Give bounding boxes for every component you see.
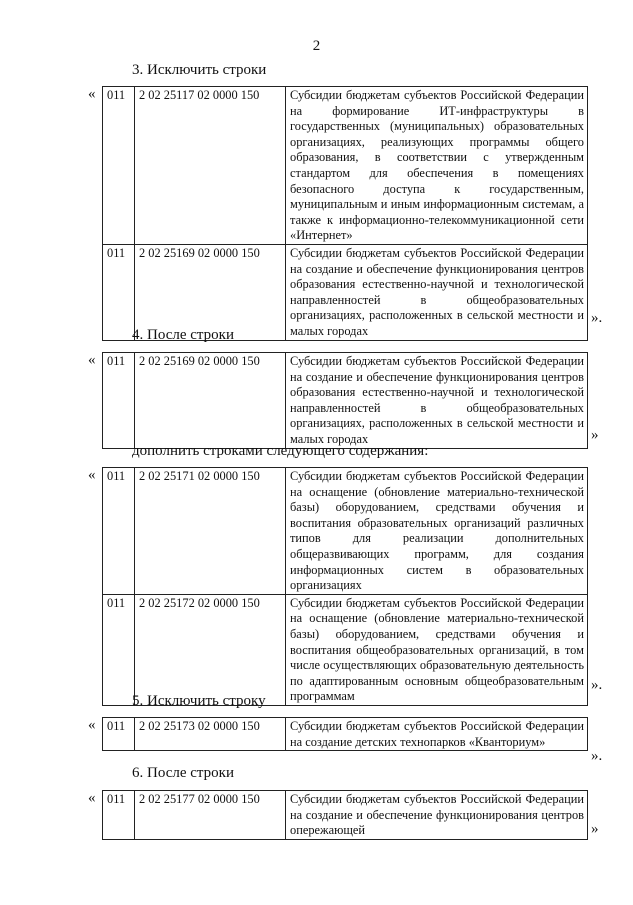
- kbk-code-cell: 2 02 25169 02 0000 150: [135, 353, 286, 449]
- page-number: 2: [312, 38, 321, 54]
- close-quote: »: [591, 821, 599, 837]
- followup-text: дополнить строками следующего содержания:: [132, 443, 429, 459]
- open-quote: «: [88, 467, 96, 483]
- code-cell: 011: [103, 244, 135, 340]
- code-cell: 011: [103, 87, 135, 245]
- description-cell: Субсидии бюджетам субъектов Российской Федерации на оснащение (обновление материально-технической базы) оборудованием, средствами обучения и воспитания общеобразовательных организаций, в том числе осуществляющих образовательную деятельность по адаптированным основным общеобразовательным программам: [286, 594, 588, 705]
- description-cell: Субсидии бюджетам субъектов Российской Федерации на оснащение (обновление материально-технической базы) оборудованием, средствами обучения и воспитания образовательных организаций различных типов для реализации дополнительных общеразвивающих программ, для создания информационных систем в образовательных организациях: [286, 468, 588, 595]
- description-cell: Субсидии бюджетам субъектов Российской Федерации на создание и обеспечение функционирования центров опережающей: [286, 791, 588, 840]
- section-3-table: [102, 86, 588, 341]
- kbk-code-cell: 2 02 25177 02 0000 150: [135, 791, 286, 840]
- section-6-heading: 6. После строки: [132, 765, 234, 781]
- close-quote: ».: [591, 748, 603, 764]
- section-4-table: [102, 352, 588, 449]
- section-3-heading: 3. Исключить строки: [132, 62, 267, 78]
- description-cell: Субсидии бюджетам субъектов Российской Федерации на формирование ИТ-инфраструктуры в государственных (муниципальных) образовательных организациях, реализующих программы общего образования, в соответствии с утвержденным стандартом для обеспечения в помещениях безопасного доступа к государственным, муниципальным и иным информационным системам, а также к информационно-телекоммуникационной сети «Интернет»: [286, 87, 588, 245]
- description-cell: Субсидии бюджетам субъектов Российской Федерации на создание и обеспечение функционирования центров образования естественно-научной и технологической направленностей в общеобразовательных организациях, расположенных в сельской местности и малых городах: [286, 244, 588, 340]
- new-rows-table: [102, 467, 588, 706]
- table-row: [103, 353, 588, 449]
- table-row: [103, 791, 588, 840]
- table-row: [103, 594, 588, 705]
- section-5-heading: 5. Исключить строку: [132, 693, 266, 709]
- close-quote: ».: [591, 677, 603, 693]
- open-quote: «: [88, 86, 96, 102]
- description-cell: Субсидии бюджетам субъектов Российской Федерации на создание детских технопарков «Кванториум»: [286, 718, 588, 751]
- kbk-code-cell: 2 02 25117 02 0000 150: [135, 87, 286, 245]
- code-cell: 011: [103, 594, 135, 705]
- open-quote: «: [88, 352, 96, 368]
- code-cell: 011: [103, 353, 135, 449]
- table-row: [103, 718, 588, 751]
- close-quote: »: [591, 427, 599, 443]
- code-cell: 011: [103, 791, 135, 840]
- open-quote: «: [88, 790, 96, 806]
- kbk-code-cell: 2 02 25169 02 0000 150: [135, 244, 286, 340]
- section-4-heading: 4. После строки: [132, 327, 234, 343]
- table-row: [103, 87, 588, 245]
- close-quote: ».: [591, 310, 603, 326]
- section-5-table: [102, 717, 588, 751]
- kbk-code-cell: 2 02 25172 02 0000 150: [135, 594, 286, 705]
- table-row: [103, 244, 588, 340]
- kbk-code-cell: 2 02 25171 02 0000 150: [135, 468, 286, 595]
- table-row: [103, 468, 588, 595]
- description-cell: Субсидии бюджетам субъектов Российской Федерации на создание и обеспечение функционирования центров образования естественно-научной и технологической направленностей в общеобразовательных организациях, расположенных в сельской местности и малых городах: [286, 353, 588, 449]
- code-cell: 011: [103, 468, 135, 595]
- section-6-table: [102, 790, 588, 840]
- kbk-code-cell: 2 02 25173 02 0000 150: [135, 718, 286, 751]
- code-cell: 011: [103, 718, 135, 751]
- open-quote: «: [88, 717, 96, 733]
